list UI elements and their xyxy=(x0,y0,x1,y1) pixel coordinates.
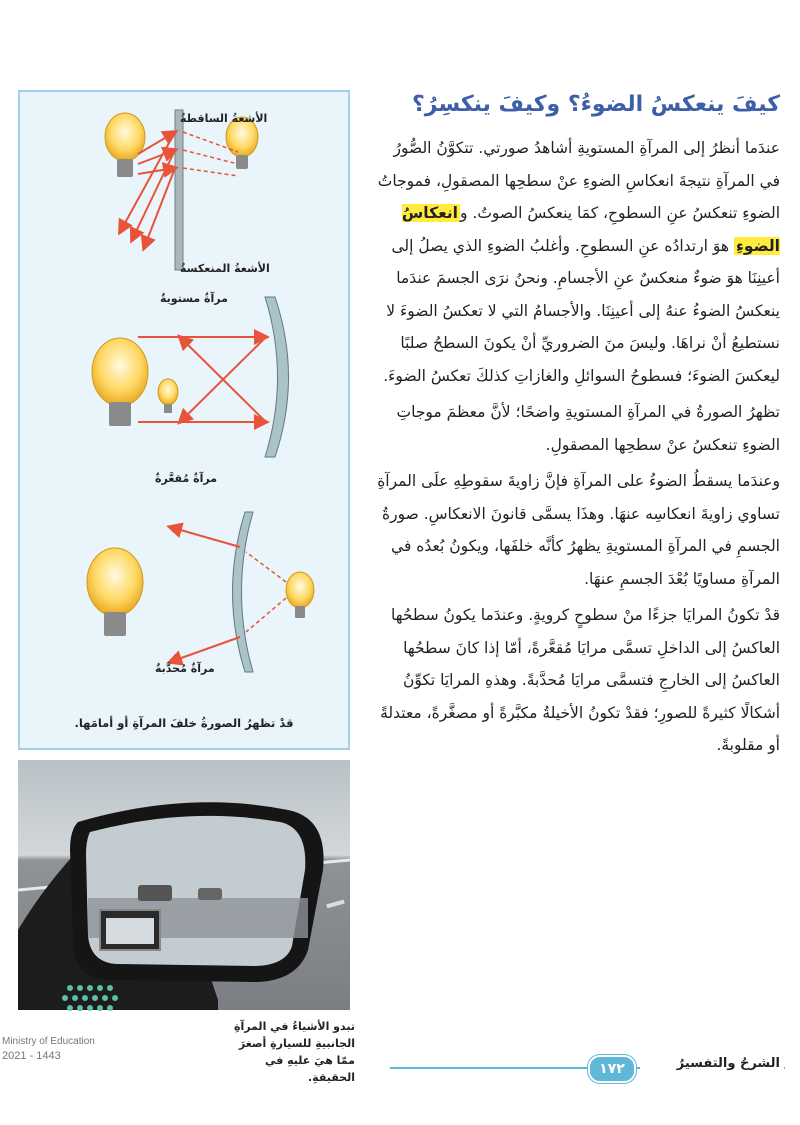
incident-rays-label: الأشعةُ الساقطةُ xyxy=(180,112,268,125)
ministry-logo-icon xyxy=(0,978,130,1018)
paragraph-1 xyxy=(375,132,780,392)
highlighted-term: انعكاسُ الضوءِ xyxy=(401,204,780,255)
plane-mirror-diagram xyxy=(105,110,258,270)
paragraph-3: وعندَما يسقطُ الضوءُ على المرآةِ فإنَّ زاويةَ سقوطِهِ علَى المرآةِ تساوي زاويةَ انعكاسِه عنهَا. وهذَا يسمَّى قانونَ الانعكاسِ. صورةُ الجسمِ في المرآةِ المستويةِ يظهرُ كأنَّه خلفَها، ويكونُ بُعدُه في المرآةِ مساويًا بُعْدَ الجسمِ عنهَا. xyxy=(377,472,780,588)
car-side-mirror-photo xyxy=(18,760,350,1010)
photo-caption: تبدو الأشياءُ في المرآةِ الجانبيةِ للسيارةِ أصغرَ ممّا هيَ عليهِ في الحقيقةِ. xyxy=(233,1020,355,1084)
large-bulb-image-icon xyxy=(87,548,143,636)
figure-caption: قدْ تظهرُ الصورةُ خلفَ المرآةِ أو أمامَها. xyxy=(74,716,294,730)
side-mirror-illustration xyxy=(18,760,350,1010)
reflected-rays-label: الأشعةُ المنعكسةُ xyxy=(180,262,270,275)
paragraph-2: تظهرُ الصورةُ في المرآةِ المستويةِ واضحًا؛ لأنَّ معظمَ موجاتِ الضوءِ تنعكسُ عنْ سطحِها المصقولِ. xyxy=(396,403,780,454)
large-bulb-icon xyxy=(92,338,148,426)
paragraph-1-part-a: عندَما أنظرُ إلى المرآةِ المستويةِ أشاهدُ صورتي. تتكوَّنُ الصُّورُ في المرآةِ نتيجةَ انعكاسِ الضوءِ عنْ سطحِها المصقولِ، فموجاتُ الضوءِ تنعكسُ عنِ السطوحِ، كمَا ينعكسُ الصوتُ. و xyxy=(377,139,780,222)
convex-mirror-diagram xyxy=(87,512,314,672)
concave-mirror xyxy=(265,297,289,457)
concave-mirror-label: مرآةٌ مُقعَّرةٌ xyxy=(155,472,218,485)
mirror-diagrams xyxy=(20,92,348,748)
small-bulb-icon xyxy=(158,379,178,413)
article-column xyxy=(375,88,780,766)
footer-section-title: الشرحُ والتفسيرُ xyxy=(640,1056,784,1071)
paragraph-4: قدْ تكونُ المرايَا جزءًا منْ سطوحٍ كرويةٍ. وعندَما يكونُ سطحُها العاكسُ إلى الداخلِ تسمَّى مرايَا مُقعَّرةً، أمّا إذا كانَ سطحُها العاكسُ إلى الخارجِ فتسمَّى مرايَا مُحدَّبةً. وهذهِ المرايَا تكوِّنُ أشكالًا كثيرةً للصورِ؛ فقدْ تكونُ الأخيلةُ مكبَّرةً أو مصغَّرةً، معتدلةً أو مقلوبةً. xyxy=(380,606,780,754)
paragraph-1-part-b: هوَ ارتدادُه عنِ السطوحِ. وأغلبُ الضوءِ الذي يصلُ إلى أعينِنَا هوَ ضوءٌ منعكسٌ عنِ الأجسامِ. ونحنُ نرَى الجسمَ عندَما ينعكسُ الضوءُ عنهُ إلى أعينِنَا. والأجسامُ التي لا تعكسُ الضوءَ لا نستطيعُ أنْ نراهَا. وليسَ منَ الضروريِّ أنْ يكونَ السطحُ صلبًا ليعكسَ الضوءَ؛ فسطوحُ السوائلِ والغازاتِ كذلكَ تعكسُ الضوءَ. xyxy=(383,236,780,385)
page-number-badge: ١٧٢ xyxy=(588,1055,636,1083)
bulb-icon xyxy=(105,113,145,177)
plane-mirror xyxy=(175,110,183,270)
concave-mirror-diagram xyxy=(92,297,289,457)
section-heading: كيفَ ينعكسُ الضوءُ؟ وكيفَ ينكسِرُ؟ xyxy=(412,92,780,117)
plane-mirror-label: مرآةٌ مستويةٌ xyxy=(160,292,228,305)
ministry-logo-text: Ministry of Education xyxy=(2,1036,95,1047)
object-bulb-icon xyxy=(286,572,314,618)
convex-mirror-label: مرآةٌ مُحدَّبةٌ xyxy=(155,662,215,675)
convex-mirror xyxy=(233,512,254,672)
mirrors-figure-panel xyxy=(18,90,350,750)
ministry-logo-year: 2021 - 1443 xyxy=(2,1050,61,1062)
